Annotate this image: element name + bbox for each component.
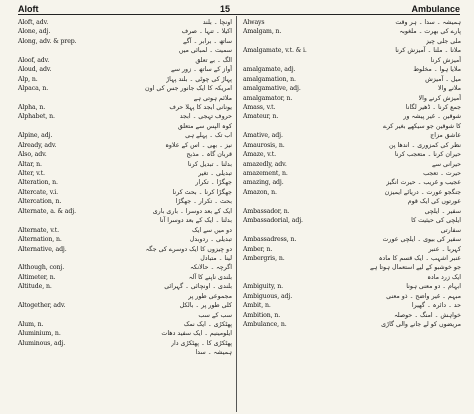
entry-headword: Ambiguity, n. xyxy=(243,283,283,291)
entry-headword: Amaurosis, n. xyxy=(243,141,285,149)
entry-translation: امریکہ کا ایک جانور جس کی اون xyxy=(144,85,232,93)
entry-headword: Amaze, v.t. xyxy=(243,151,276,159)
entry-headword: Amass, v.t. xyxy=(243,103,276,111)
dictionary-entry xyxy=(18,254,232,263)
dictionary-entry xyxy=(243,245,461,254)
entry-translation: عاشق مزاج xyxy=(430,132,461,140)
dictionary-entry xyxy=(243,122,461,131)
dictionary-entry xyxy=(243,169,461,178)
entry-headword: Alp, n. xyxy=(18,75,38,83)
entry-headword: Alternation, n. xyxy=(18,236,62,244)
entry-headword: Amber, n. xyxy=(243,245,273,253)
dictionary-entry xyxy=(243,273,461,282)
entry-translation: اونچا ۔ بلند xyxy=(202,19,232,26)
entry-translation: جھگڑا کرنا ۔ بحث کرنا xyxy=(172,188,232,196)
entry-translation: جھگڑا ۔ تکرار xyxy=(195,179,232,187)
dictionary-entry xyxy=(243,178,461,187)
entry-headword: Aluminium, n. xyxy=(18,330,61,338)
dictionary-entry xyxy=(243,292,461,301)
dictionary-entry xyxy=(18,122,232,131)
column-divider xyxy=(236,16,237,412)
entry-translation: عورتوں کی ایک قوم xyxy=(407,198,461,206)
entry-headword: Alter, v.t. xyxy=(18,170,45,177)
entry-headword: Altercate, v.i. xyxy=(18,188,58,196)
entry-translation: تبدیلی ۔ تغیر xyxy=(198,170,232,177)
dictionary-entry xyxy=(243,141,461,150)
entry-translation: جو خوشبو کے لیے استعمال ہوتا ہے xyxy=(369,264,461,272)
entry-headword: Aloof, adv. xyxy=(18,56,50,64)
dictionary-entry xyxy=(18,150,232,159)
entry-translation: ملانا ۔ ملنا ۔ آمیزش کرنا xyxy=(395,47,461,55)
dictionary-entry xyxy=(18,18,232,27)
entry-headword: Ambiguous, adj. xyxy=(243,292,293,300)
entry-translation: خواہش ۔ امنگ ۔ حوصلہ xyxy=(394,311,461,319)
dictionary-entry xyxy=(18,320,232,329)
dictionary-entry xyxy=(18,301,232,310)
entry-translation: ملایا ہوا ۔ مخلوط xyxy=(413,66,461,74)
entry-headword: Alone, adj. xyxy=(18,28,51,36)
dictionary-entry xyxy=(18,84,232,93)
dictionary-entry xyxy=(243,84,461,93)
dictionary-entry xyxy=(243,197,461,206)
entry-translation: پہاڑ کی چوٹی ۔ بلند پہاڑ xyxy=(166,75,232,83)
dictionary-entry xyxy=(18,141,232,150)
entry-translation: اب تک ۔ پہلے ہی xyxy=(185,132,232,140)
entry-translation: کلی طور پر ۔ بالکل xyxy=(179,302,232,310)
dictionary-entry xyxy=(18,56,232,65)
dictionary-entry xyxy=(18,226,232,235)
entry-translation: یونانی ابجد کا پہلا حرف xyxy=(169,103,232,111)
entry-translation: حروف تہجی ۔ ابجد xyxy=(179,113,232,121)
entry-translation: حیران کرنا ۔ متعجب کرنا xyxy=(394,151,461,159)
entry-translation: دو میں سے ایک xyxy=(191,226,232,234)
entry-headword: Altar, n. xyxy=(18,160,42,168)
entry-translation: اکیلا ۔ تنہا ۔ صرف xyxy=(181,28,232,36)
header-left-guide-word: Aloft xyxy=(18,4,39,14)
entry-translation: سفیر ۔ ایلچی xyxy=(424,207,461,215)
dictionary-entry xyxy=(18,27,232,36)
entry-translation: حد ۔ دائرہ ۔ گھیرا xyxy=(411,302,461,310)
entry-translation: آمیزش کرنا xyxy=(430,56,461,64)
entry-headword: Alpine, adj. xyxy=(18,132,53,140)
entry-headword: Ambition, n. xyxy=(243,311,281,319)
entry-headword: Alpha, n. xyxy=(18,103,46,111)
dictionary-entry xyxy=(243,46,461,55)
entry-headword: Ambergris, n. xyxy=(243,254,285,262)
entry-translation: کوہ الپس سے متعلق xyxy=(177,122,232,130)
dictionary-entry xyxy=(243,27,461,36)
entry-translation: میل ۔ آمیزش xyxy=(425,75,461,83)
entry-translation: ہمیشہ ۔ سدا xyxy=(195,349,232,357)
entry-translation: سمیت ۔ لمبائی میں xyxy=(178,47,232,55)
entry-headword: Amative, adj. xyxy=(243,132,283,140)
entry-translation: بلندی ناپنے کا آلہ xyxy=(188,273,232,281)
entry-headword: Altimeter, n. xyxy=(18,273,56,281)
entry-headword: amalgamation, n. xyxy=(243,75,296,83)
entry-headword: amazedly, adv. xyxy=(243,160,287,168)
dictionary-entry xyxy=(243,65,461,74)
entry-translation: سب کے سب xyxy=(198,311,232,319)
entry-headword: Although, conj. xyxy=(18,264,65,272)
entry-translation: سفیر کی بیوی ۔ ایلچی عورت xyxy=(382,236,461,244)
dictionary-entry xyxy=(243,263,461,272)
entry-headword: Altitude, n. xyxy=(18,283,52,291)
dictionary-entry xyxy=(243,226,461,235)
entry-headword: Alternative, adj. xyxy=(18,245,67,253)
entry-translation: مبہم ۔ غیر واضح ۔ ذو معنی xyxy=(386,292,461,300)
dictionary-entry xyxy=(243,75,461,84)
entry-translation: آواز کے ساتھ ۔ زور سے xyxy=(171,66,232,74)
entry-translation: بدلنا ۔ تبدیل کرنا xyxy=(187,160,232,168)
dictionary-entry xyxy=(18,292,232,301)
entry-translation: ایک کے بعد دوسرا ۔ باری باری xyxy=(152,207,232,215)
entry-headword: Alternate, a. & adj. xyxy=(18,207,76,215)
entry-headword: amazement, n. xyxy=(243,170,288,177)
entry-translation: دو چیزوں کا ایک دوسرے کی جگہ xyxy=(145,245,232,253)
entry-headword: Also, adv. xyxy=(18,151,47,159)
dictionary-entry xyxy=(18,273,232,282)
entry-headword: Amalgam, n. xyxy=(243,28,282,36)
entry-headword: Amateur, n. xyxy=(243,113,279,121)
entry-translation: ایک زرد مادہ xyxy=(427,273,461,281)
entry-headword: Ambassador, n. xyxy=(243,207,290,215)
entry-translation: ملی جلی چیز xyxy=(425,37,461,45)
entry-translation: جمع کرنا ۔ ڈھیر لگانا xyxy=(405,103,461,111)
entry-translation: بدلنا ۔ ایک کے بعد دوسرا آنا xyxy=(159,217,232,225)
entry-headword: Along, adv. & prep. xyxy=(18,37,77,45)
dictionary-entry xyxy=(243,131,461,140)
dictionary-entry xyxy=(18,263,232,272)
entry-translation: ہمیشہ ۔ سدا ۔ ہر وقت xyxy=(395,19,461,26)
dictionary-entry xyxy=(18,282,232,291)
dictionary-entry xyxy=(243,94,461,103)
entry-headword: amalgamate, adj. xyxy=(243,66,296,74)
entry-headword: Altogether, adv. xyxy=(18,302,66,310)
entry-translation: ایلومینیم ۔ ایک سفید دھات xyxy=(161,330,232,338)
entry-translation: حیرت ۔ تعجب xyxy=(423,170,461,177)
entry-headword: Always xyxy=(243,19,265,26)
dictionary-entry xyxy=(18,46,232,55)
entry-translation: پارے کی بھرت ۔ ملغوبہ xyxy=(399,28,461,36)
entry-translation: نظر کی کمزوری ۔ اندھا پن xyxy=(388,141,461,149)
entry-translation: آمیزش کرنے والا xyxy=(418,94,461,102)
entry-translation: پھٹکڑی کا ۔ پھٹکڑی دار xyxy=(170,339,232,347)
entry-headword: Ambassadress, n. xyxy=(243,236,297,244)
dictionary-entry xyxy=(243,235,461,244)
entry-translation: بلندی ۔ اونچائی ۔ گہرائی xyxy=(164,283,232,291)
dictionary-entry xyxy=(243,112,461,121)
entry-headword: Alteration, n. xyxy=(18,179,58,187)
entry-headword: Ambulance, n. xyxy=(243,321,287,328)
dictionary-entry xyxy=(18,339,232,348)
dictionary-entry xyxy=(243,18,461,27)
dictionary-entry xyxy=(18,169,232,178)
entry-headword: Aluminous, adj. xyxy=(18,339,66,347)
entry-translation: عنبر اشہب ۔ ایک قسم کا مادہ xyxy=(378,254,461,262)
entry-headword: Ambassadorial, adj. xyxy=(243,217,303,225)
dictionary-entry xyxy=(18,245,232,254)
dictionary-entry xyxy=(243,188,461,197)
left-column xyxy=(18,18,232,412)
dictionary-entry xyxy=(243,56,461,65)
entry-headword: amalgamative, adj. xyxy=(243,85,301,93)
dictionary-entry xyxy=(18,216,232,225)
entry-translation: لینا ۔ متبادل xyxy=(200,254,232,262)
dictionary-entry xyxy=(243,311,461,320)
dictionary-entry xyxy=(18,75,232,84)
dictionary-entry xyxy=(243,320,461,329)
entry-headword: Aloud, adv. xyxy=(18,66,52,74)
entry-headword: Already, adv. xyxy=(18,141,57,149)
entry-translation: الگ ۔ بے تعلق xyxy=(195,56,232,64)
entry-headword: Altercation, n. xyxy=(18,198,62,206)
dictionary-entry xyxy=(18,131,232,140)
entry-headword: amalgamator, n. xyxy=(243,94,293,102)
dictionary-entry xyxy=(18,329,232,338)
entry-translation: اگرچہ ۔ حالانکہ xyxy=(190,264,232,272)
entry-headword: amazing, adj. xyxy=(243,179,284,187)
entry-translation: ملانے والا xyxy=(438,85,461,93)
entry-translation: کا شوقین جو سیکھے بغیر کرے xyxy=(383,122,461,130)
dictionary-entry xyxy=(243,301,461,310)
dictionary-entry xyxy=(243,282,461,291)
dictionary-entry xyxy=(18,188,232,197)
dictionary-entry xyxy=(18,178,232,187)
dictionary-entry xyxy=(243,207,461,216)
dictionary-entry xyxy=(18,235,232,244)
entry-headword: Alphabet, n. xyxy=(18,113,55,121)
entry-headword: Amazon, n. xyxy=(243,188,277,196)
page-number: 15 xyxy=(219,4,230,14)
dictionary-entry xyxy=(18,311,232,320)
entry-translation: بحث ۔ تکرار ۔ جھگڑا xyxy=(175,198,232,206)
dictionary-entry xyxy=(243,160,461,169)
entry-translation: کہربا ۔ عنبر xyxy=(428,245,461,253)
entry-translation: تبدیلی ۔ ردوبدل xyxy=(189,236,232,244)
entry-translation: پھٹکڑی ۔ ایک نمک xyxy=(183,321,232,328)
entry-translation: ساتھ ۔ برابر ۔ آگے xyxy=(183,37,232,45)
entry-translation: ملائم ہوتی ہے xyxy=(193,94,232,102)
entry-translation: شوقین ۔ غیر پیشہ ور xyxy=(403,113,461,121)
dictionary-entry xyxy=(18,160,232,169)
entry-translation: جنگجو عورت ۔ دریائے ایمیزن xyxy=(384,188,461,196)
entry-translation: حیرانی سے xyxy=(432,160,461,168)
entry-headword: Alpaca, n. xyxy=(18,85,49,93)
entry-translation: نیز ۔ بھی ۔ اس کے علاوہ xyxy=(165,141,232,149)
dictionary-entry xyxy=(18,197,232,206)
dictionary-entry xyxy=(243,150,461,159)
entry-translation: عجیب و غریب ۔ حیرت انگیز xyxy=(386,179,461,187)
dictionary-entry xyxy=(243,103,461,112)
entry-headword: Amalgamate, v.t. & i. xyxy=(243,47,307,55)
dictionary-entry xyxy=(18,94,232,103)
entry-headword: Alum, n. xyxy=(18,321,44,328)
dictionary-entry xyxy=(18,348,232,357)
dictionary-entry xyxy=(18,207,232,216)
dictionary-entry xyxy=(18,37,232,46)
entry-translation: مریضوں کو لے جانے والی گاڑی xyxy=(381,321,461,328)
entry-translation: ابہام ۔ دو معنی ہونا xyxy=(406,283,461,291)
running-header xyxy=(18,2,460,15)
entry-headword: Alternate, v.t. xyxy=(18,226,59,234)
entry-headword: Ambit, n. xyxy=(243,302,271,310)
header-right-guide-word: Ambulance xyxy=(411,4,460,14)
entry-headword: Aloft, adv. xyxy=(18,19,49,26)
entry-translation: مجموعی طور پر xyxy=(188,292,232,300)
dictionary-entry xyxy=(18,103,232,112)
right-column xyxy=(243,18,461,412)
dictionary-entry xyxy=(18,112,232,121)
entry-translation: قربان گاہ ۔ مذبح xyxy=(186,151,232,159)
dictionary-entry xyxy=(243,216,461,225)
dictionary-entry xyxy=(18,65,232,74)
entry-translation: سفارتی xyxy=(440,226,461,234)
dictionary-entry xyxy=(243,254,461,263)
dictionary-entry xyxy=(243,37,461,46)
entry-translation: ایلچی کی حیثیت کا xyxy=(411,217,461,225)
